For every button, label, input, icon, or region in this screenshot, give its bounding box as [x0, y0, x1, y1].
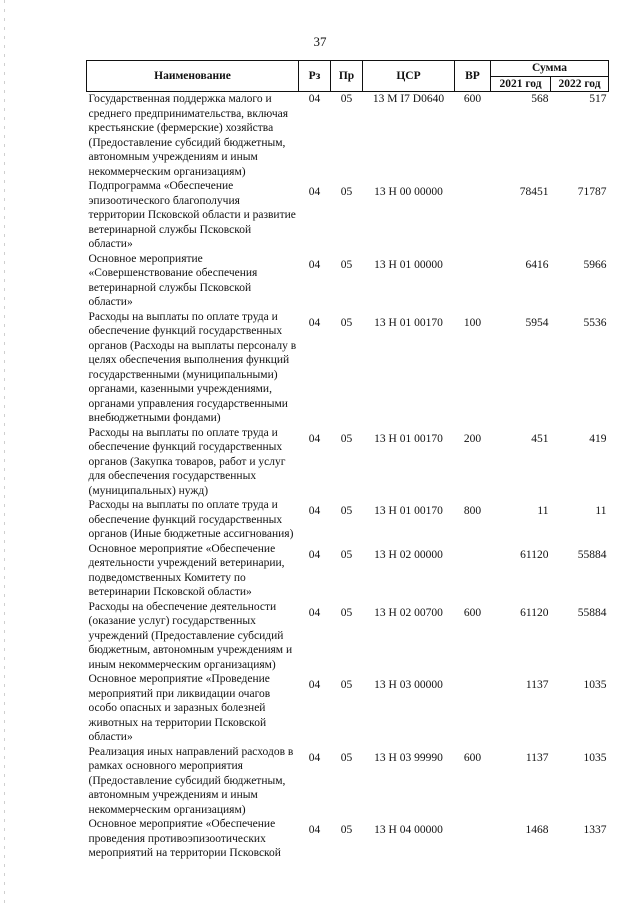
row-pr: 05 [340, 432, 353, 445]
row-name: Государственная поддержка малого и среднего предпринимательства, включая крестьянские (фермерские) хозяйства (Предоставление субсидий бюджетным, автономным учреждениям и иным некоммерческим организациям) [88, 93, 289, 178]
row-rz: 04 [308, 824, 321, 836]
header-name: Наименование [87, 61, 299, 92]
row-sum-2021: 1137 [525, 751, 549, 764]
row-csr: 13 Н 04 00000 [374, 824, 443, 836]
row-vr [455, 817, 491, 861]
row-csr: 13 Н 03 00000 [374, 679, 443, 691]
scan-edge-mark [4, 0, 5, 905]
row-rz: 04 [308, 505, 321, 517]
row-sum-2022: 1035 [583, 679, 607, 691]
row-pr: 05 [340, 505, 353, 517]
row-vr [455, 179, 491, 252]
header-2022: 2022 год [551, 76, 609, 92]
header-pr: Пр [331, 61, 363, 92]
table-row [87, 817, 609, 861]
row-vr: 200 [463, 432, 482, 445]
row-vr: 600 [463, 93, 482, 105]
row-sum-2021: 78451 [519, 186, 549, 198]
table-row [87, 600, 609, 673]
table-row [87, 310, 609, 426]
row-csr: 13 Н 01 00170 [374, 432, 443, 445]
row-pr: 05 [340, 93, 353, 105]
row-pr: 05 [340, 679, 353, 691]
table-row [87, 92, 609, 180]
row-pr: 05 [340, 606, 353, 619]
row-rz: 04 [308, 258, 321, 271]
row-sum-2021: 451 [531, 432, 549, 445]
row-rz: 04 [308, 93, 321, 105]
row-name: Подпрограмма «Обеспечение эпизоотического благополучия территории Псковской области и развитие ветеринарной службы Псковской области» [88, 180, 296, 250]
row-name: Реализация иных направлений расходов в рамках основного мероприятия (Предоставление субсидий бюджетным, автономным учреждениям и иным некоммерческим организациям) [88, 745, 294, 816]
row-name: Основное мероприятие «Проведение мероприятий при ликвидации очагов особо опасных и заразных болезней животных на территории Псковской области» [88, 673, 271, 743]
row-sum-2022: 55884 [577, 548, 607, 561]
row-vr [455, 542, 491, 600]
row-sum-2022: 71787 [577, 186, 607, 198]
table-row [87, 426, 609, 499]
row-rz: 04 [308, 679, 321, 691]
row-sum-2022: 5536 [583, 316, 607, 329]
row-name: Основное мероприятие «Обеспечение проведения противоэпизоотических мероприятий на территории Псковской [88, 818, 281, 859]
row-rz: 04 [308, 548, 321, 561]
row-csr: 13 Н 01 00000 [374, 258, 443, 271]
row-sum-2022: 5966 [583, 258, 607, 271]
row-pr: 05 [340, 751, 353, 764]
row-sum-2022: 1337 [583, 824, 607, 836]
row-sum-2022: 55884 [577, 606, 607, 619]
table-row [87, 498, 609, 542]
row-sum-2021: 11 [537, 505, 549, 517]
header-vr: ВР [455, 61, 491, 92]
row-sum-2022: 517 [589, 93, 607, 105]
row-rz: 04 [308, 316, 321, 329]
table-row [87, 672, 609, 745]
budget-table [86, 60, 609, 861]
table-row [87, 179, 609, 252]
row-rz: 04 [308, 751, 321, 764]
row-rz: 04 [308, 606, 321, 619]
row-rz: 04 [308, 432, 321, 445]
table-row [87, 542, 609, 600]
row-vr [455, 252, 491, 310]
row-pr: 05 [340, 258, 353, 271]
row-csr: 13 Н 01 00170 [374, 316, 443, 329]
row-vr: 800 [463, 505, 482, 517]
row-sum-2021: 61120 [520, 548, 549, 561]
row-csr: 13 Н 01 00170 [374, 505, 443, 517]
header-2021: 2021 год [491, 76, 551, 92]
table-row [87, 252, 609, 310]
row-csr: 13 Н 03 99990 [374, 751, 443, 764]
page-number: 37 [313, 34, 327, 49]
row-sum-2022: 11 [595, 505, 607, 517]
table-header [87, 61, 609, 92]
row-name: Расходы на обеспечение деятельности (оказание услуг) государственных учреждений (Предоставление субсидий бюджетным, автономным учреждениям и иным некоммерческим организациям) [88, 600, 293, 671]
row-sum-2021: 568 [531, 93, 549, 105]
row-rz: 04 [308, 186, 321, 198]
row-sum-2021: 1137 [525, 679, 549, 691]
row-pr: 05 [340, 548, 353, 561]
table-row [87, 745, 609, 818]
header-rz: Рз [299, 61, 331, 92]
row-sum-2021: 1468 [525, 824, 549, 836]
row-vr: 600 [463, 606, 482, 619]
row-name: Основное мероприятие «Совершенствование обеспечения ветеринарной службы Псковской области» [88, 252, 258, 308]
row-name: Расходы на выплаты по оплате труда и обеспечение функций государственных органов (Расходы на выплаты персоналу в целях обеспечения выполнения функций государственными (муниципальными) органами, казенными учреждениями, органами управления государственными внебюджетными фондами) [88, 310, 297, 424]
row-sum-2022: 419 [589, 432, 607, 445]
row-sum-2021: 5954 [525, 316, 549, 329]
row-sum-2022: 1035 [583, 751, 607, 764]
row-vr: 100 [463, 316, 482, 329]
row-csr: 13 Н 00 00000 [374, 186, 443, 198]
row-csr: 13 Н 02 00700 [374, 606, 443, 619]
row-pr: 05 [340, 316, 353, 329]
row-name: Расходы на выплаты по оплате труда и обеспечение функций государственных органов (Иные бюджетные ассигнования) [88, 499, 294, 540]
row-vr: 600 [463, 751, 482, 764]
row-name: Основное мероприятие «Обеспечение деятельности учреждений ветеринарии, подведомственных Комитету по ветеринарии Псковской области» [88, 542, 285, 598]
row-csr: 13 Н 02 00000 [374, 548, 443, 561]
row-sum-2021: 61120 [520, 606, 549, 619]
header-csr: ЦСР [363, 61, 455, 92]
row-pr: 05 [340, 186, 353, 198]
row-name: Расходы на выплаты по оплате труда и обеспечение функций государственных органов (Закупка товаров, работ и услуг для обеспечения государственных (муниципальных) нужд) [88, 426, 286, 497]
row-sum-2021: 6416 [525, 258, 549, 271]
row-vr [455, 672, 491, 745]
row-csr: 13 М I7 D0640 [372, 93, 445, 105]
row-pr: 05 [340, 824, 353, 836]
header-sum: Сумма [491, 61, 609, 77]
table-body [87, 92, 609, 861]
